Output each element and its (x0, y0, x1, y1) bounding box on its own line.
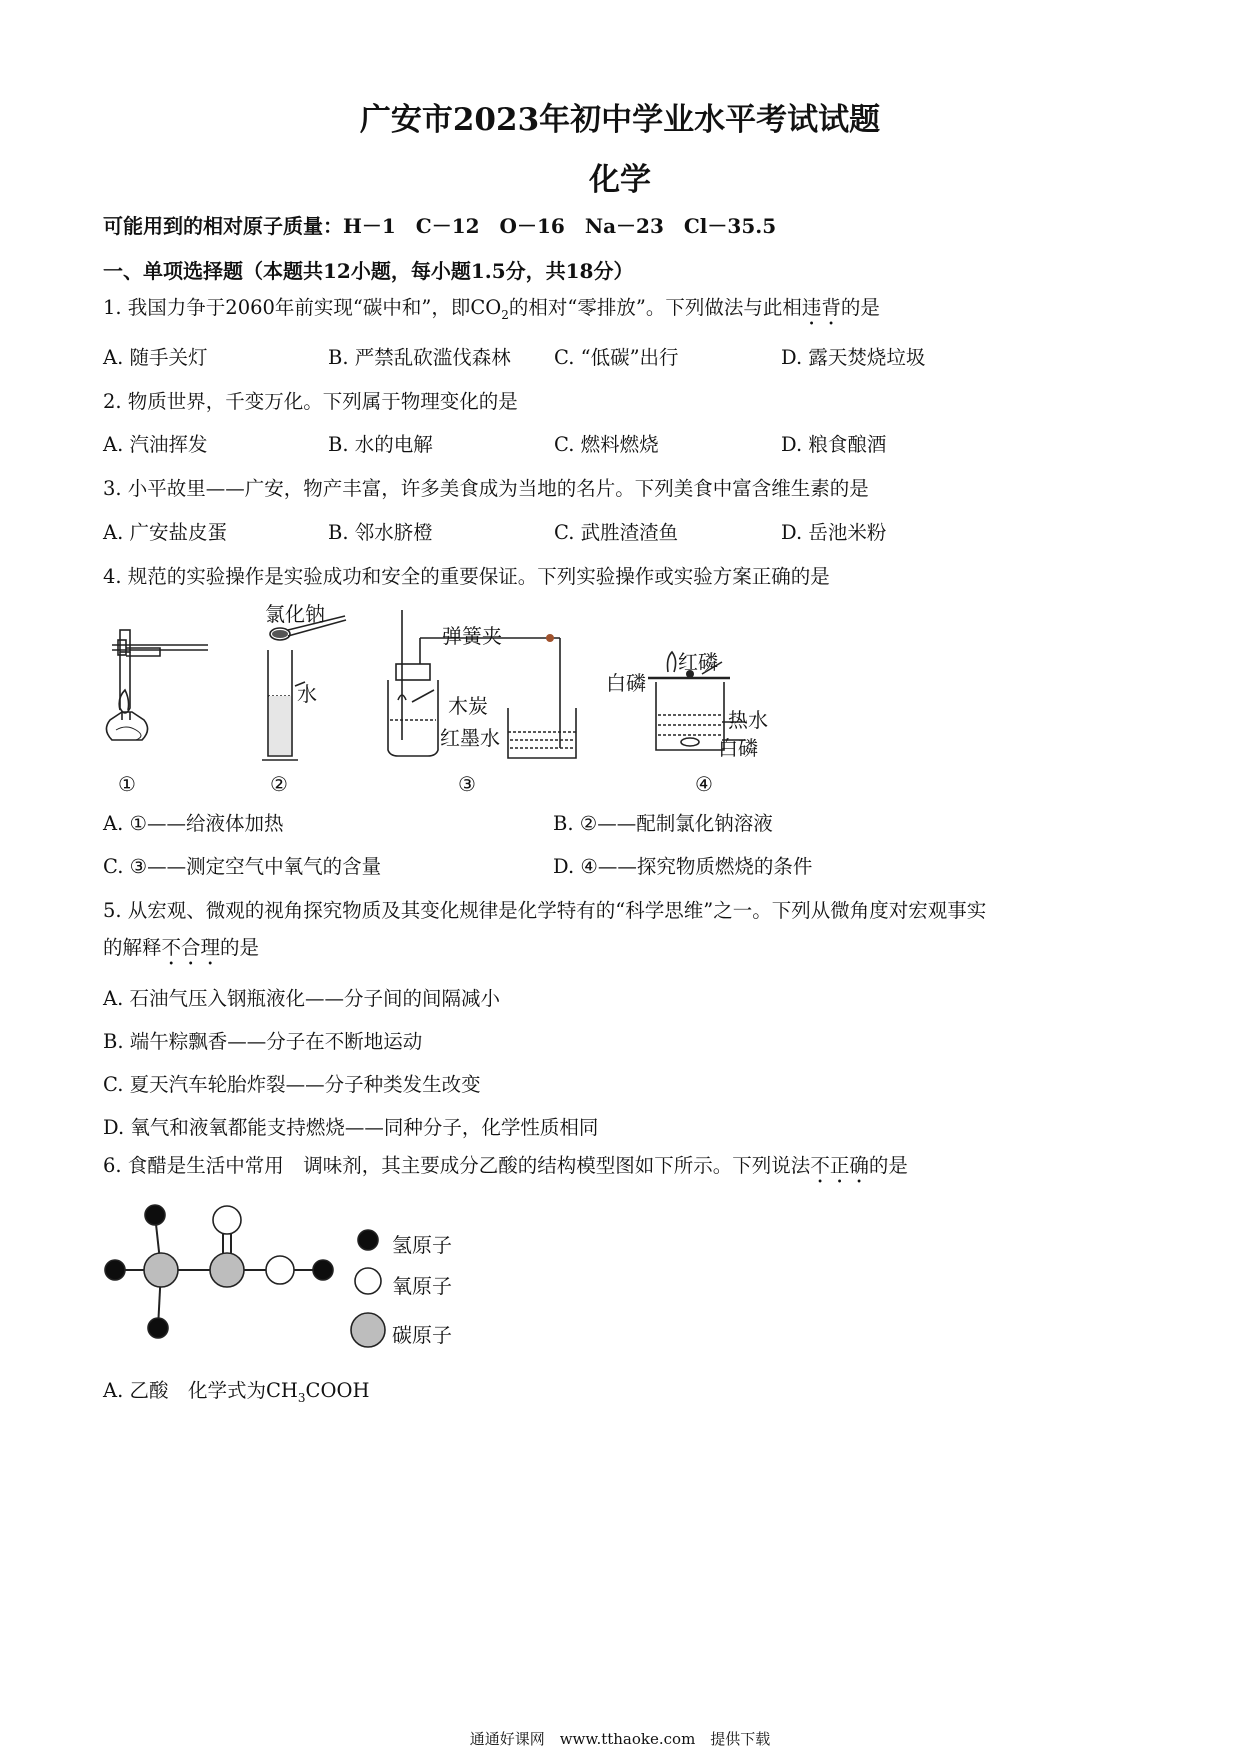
label-red-phosphorus: 红磷 (678, 650, 718, 674)
question-5-stem-line2: 的解释不合理的是 (103, 936, 260, 959)
figure-number-3: ③ (458, 772, 476, 796)
q4-option-a: A. ①——给液体加热 (103, 812, 284, 835)
q6-option-a: A. 乙酸 化学式为$CH_3COOH$ (103, 1379, 370, 1405)
page-title: 广安市2023年初中学业水平考试试题 (359, 102, 881, 138)
page-footer: 通通好课网 www.tthaoke.com 提供下载 (469, 1730, 771, 1748)
q4-option-b: B. ②——配制氯化钠溶液 (553, 812, 773, 835)
question-4-stem: 4. 规范的实验操作是实验成功和安全的重要保证。下列实验操作或实验方案正确的是 (103, 565, 830, 588)
question-5-stem-line1: 5. 从宏观、微观的视角探究物质及其变化规律是化学特有的“科学思维”之一。下列从微角度对宏观事实 (103, 899, 987, 922)
oxygen-atom (213, 1206, 241, 1234)
q2-option-a: A. 汽油挥发 (103, 433, 208, 456)
q2-option-d: D. 粮食酿酒 (781, 433, 887, 456)
hydrogen-atom (145, 1205, 165, 1225)
q3-option-c: C. 武胜渣渣鱼 (554, 521, 679, 544)
q4-option-d: D. ④——探究物质燃烧的条件 (553, 855, 813, 878)
q1-option-b: B. 严禁乱砍滥伐森林 (328, 346, 511, 369)
legend-oxygen-icon (355, 1268, 381, 1294)
figure-number-2: ② (270, 772, 288, 796)
subject-title: 化学 (589, 162, 651, 198)
legend-carbon-label: 碳原子 (392, 1323, 452, 1347)
q2-option-b: B. 水的电解 (328, 433, 433, 456)
q3-option-b: B. 邻水脐橙 (328, 521, 433, 544)
acetic-acid-molecule-model (95, 1195, 355, 1345)
spoon-salt (272, 630, 288, 638)
legend-oxygen-label: 氧原子 (392, 1274, 452, 1298)
legend-hydrogen-label: 氢原子 (392, 1233, 452, 1257)
atomic-masses: 可能用到的相对原子质量：H－1 C－12 O－16 Na－23 Cl－35.5 (103, 214, 777, 238)
q5-option-c: C. 夏天汽车轮胎炸裂——分子种类发生改变 (103, 1073, 481, 1096)
label-water: 水 (297, 682, 317, 706)
hydrogen-atom (148, 1318, 168, 1338)
q5-option-d: D. 氧气和液氧都能支持燃烧——同种分子，化学性质相同 (103, 1116, 599, 1139)
cylinder-water-fill (269, 696, 291, 755)
question-2-stem: 2. 物质世界，千变万化。下列属于物理变化的是 (103, 390, 518, 413)
q1-option-c: C. “低碳”出行 (554, 346, 679, 369)
question-6-stem: 6. 食醋是生活中常用 调味剂，其主要成分乙酸的结构模型图如下所示。下列说法不正确的是 (103, 1154, 908, 1177)
q5-option-a: A. 石油气压入钢瓶液化——分子间的间隔减小 (103, 987, 500, 1010)
hydrogen-atom (313, 1260, 333, 1280)
label-spring-clip: 弹簧夹 (442, 624, 502, 648)
figure-number-4: ④ (695, 772, 713, 796)
label-red-ink: 红墨水 (440, 726, 500, 750)
question-1-stem: 1. 我国力争于2060年前实现“碳中和”，即$CO_2$的相对“零排放”。下列做法与此相违背的是 (103, 296, 880, 322)
section-title: 一、单项选择题（本题共12小题，每小题1.5分，共18分） (103, 259, 634, 283)
label-charcoal: 木炭 (448, 694, 488, 718)
label-white-phosphorus-top: 白磷 (606, 671, 646, 695)
carbon-atom (144, 1253, 178, 1287)
q2-option-c: C. 燃料燃烧 (554, 433, 659, 456)
legend-hydrogen-icon (358, 1230, 378, 1250)
label-sodium-chloride: 氯化钠 (265, 602, 325, 626)
q4-option-c: C. ③——测定空气中氧气的含量 (103, 855, 382, 878)
carbon-atom (210, 1253, 244, 1287)
legend-carbon-icon (351, 1313, 385, 1347)
label-white-phosphorus-bottom: 白磷 (718, 736, 758, 760)
q1-option-a: A. 随手关灯 (103, 346, 208, 369)
q3-option-a: A. 广安盐皮蛋 (103, 521, 227, 544)
test-tube-heating-diagram (106, 630, 208, 740)
q5-option-b: B. 端午粽飘香——分子在不断地运动 (103, 1030, 423, 1053)
spring-clip-marker (546, 634, 554, 642)
oxygen-atom (266, 1256, 294, 1284)
figure-number-1: ① (118, 772, 136, 796)
q3-option-d: D. 岳池米粉 (781, 521, 887, 544)
question-3-stem: 3. 小平故里——广安，物产丰富，许多美食成为当地的名片。下列美食中富含维生素的是 (103, 477, 869, 500)
q1-option-d: D. 露天焚烧垃圾 (781, 346, 926, 369)
hydrogen-atom (105, 1260, 125, 1280)
label-hot-water: 热水 (728, 708, 768, 732)
